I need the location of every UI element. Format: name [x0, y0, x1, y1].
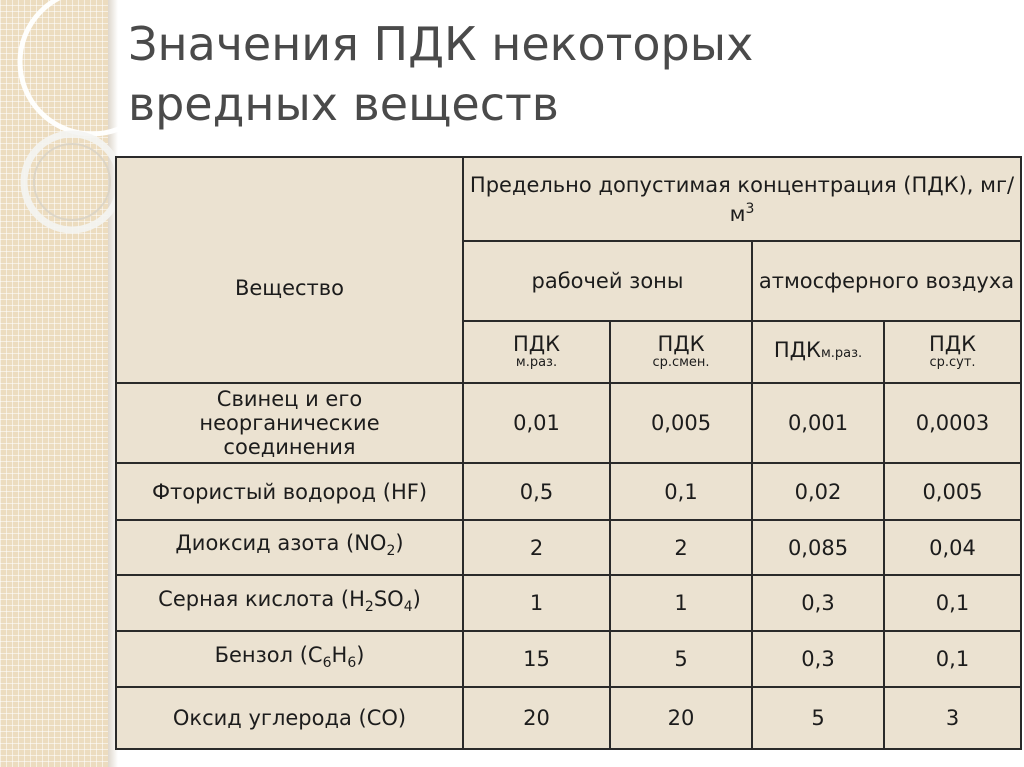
name-part: )	[395, 531, 404, 556]
substance-header	[116, 157, 463, 383]
table-row	[116, 463, 1021, 520]
name-subscript: 4	[403, 599, 413, 616]
main-header	[463, 157, 1021, 241]
name-subscript: 2	[386, 543, 396, 560]
decorative-rings	[0, 0, 130, 260]
col3-header	[752, 321, 884, 383]
table-row	[116, 631, 1021, 687]
name-part: SO	[373, 586, 404, 611]
value-cell: 0,3	[752, 631, 884, 687]
table-row	[116, 520, 1021, 575]
name-part: Диоксид азота (NO	[175, 531, 387, 556]
value-cell: 0,005	[884, 463, 1021, 520]
page-title-line-1: Значения ПДК некоторых	[128, 17, 754, 71]
value-cell: 1	[610, 575, 752, 631]
value-cell: 20	[610, 687, 752, 749]
col3-sub: м.раз.	[820, 346, 863, 361]
col4-header	[884, 321, 1021, 383]
value-cell: 0,01	[463, 383, 610, 463]
pdk-table	[115, 156, 1022, 750]
main-header-text: Предельно допустимая концентрация (ПДК), мг/м	[469, 172, 1015, 226]
name-part: Бензол (C	[214, 642, 323, 667]
col4-sub: ср.сут.	[929, 355, 976, 370]
main-header-sup: 3	[745, 200, 755, 217]
col1-header	[463, 321, 610, 383]
substance-name: Фтористый водород (HF)	[116, 463, 463, 520]
substance-header-label: Вещество	[234, 276, 345, 300]
col4-main: ПДК	[928, 332, 977, 356]
table-row	[116, 575, 1021, 631]
col1-main: ПДК	[512, 332, 561, 356]
value-cell: 0,1	[884, 575, 1021, 631]
value-cell: 0,02	[752, 463, 884, 520]
col3-main: ПДК	[773, 338, 821, 362]
value-cell: 0,1	[884, 631, 1021, 687]
group-air-label: атмосферного воздуха	[758, 269, 1015, 293]
value-cell: 2	[463, 520, 610, 575]
group-header-air	[752, 241, 1021, 321]
value-cell: 0,04	[884, 520, 1021, 575]
value-cell: 3	[884, 687, 1021, 749]
name-part: Серная кислота (H	[158, 586, 365, 611]
value-cell: 15	[463, 631, 610, 687]
name-part: H	[331, 642, 348, 667]
page-title-line-2: вредных веществ	[128, 77, 559, 131]
page-title	[128, 14, 1008, 134]
col2-main: ПДК	[657, 332, 705, 356]
name-subscript: 6	[347, 655, 357, 672]
value-cell: 0,0003	[884, 383, 1021, 463]
col1-sub: м.раз.	[515, 355, 558, 370]
value-cell: 5	[610, 631, 752, 687]
value-cell: 0,085	[752, 520, 884, 575]
value-cell: 20	[463, 687, 610, 749]
substance-name	[116, 631, 463, 687]
name-subscript: 2	[364, 599, 374, 616]
value-cell: 0,5	[463, 463, 610, 520]
value-cell: 0,1	[610, 463, 752, 520]
value-cell: 5	[752, 687, 884, 749]
value-cell: 0,001	[752, 383, 884, 463]
value-cell: 0,005	[610, 383, 752, 463]
name-subscript: 6	[322, 655, 332, 672]
name-part: )	[412, 586, 421, 611]
value-cell: 0,3	[752, 575, 884, 631]
name-part: )	[356, 642, 365, 667]
value-cell: 1	[463, 575, 610, 631]
group-header-work-zone	[463, 241, 752, 321]
header-row-1	[116, 157, 1021, 241]
substance-name: Свинец и его неорганические соединения	[116, 383, 463, 463]
substance-name	[116, 575, 463, 631]
value-cell: 2	[610, 520, 752, 575]
col2-sub: ср.смен.	[652, 355, 710, 370]
table-row	[116, 687, 1021, 749]
table-row	[116, 383, 1021, 463]
substance-name	[116, 520, 463, 575]
col2-header	[610, 321, 752, 383]
substance-name: Оксид углерода (CO)	[116, 687, 463, 749]
group-work-label: рабочей зоны	[531, 269, 684, 293]
